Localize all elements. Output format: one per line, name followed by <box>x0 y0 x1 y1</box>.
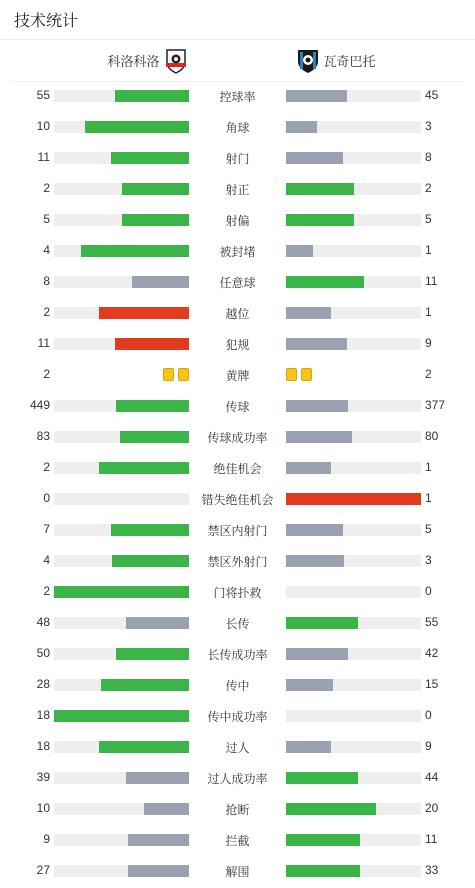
away-bar-track <box>286 276 421 288</box>
away-bar-fill <box>286 183 354 195</box>
home-value: 4 <box>43 243 50 257</box>
stat-label: 射正 <box>225 183 250 197</box>
away-bar-fill <box>286 431 352 443</box>
home-bar-track <box>54 307 189 319</box>
stat-row <box>0 266 475 297</box>
away-bar-track <box>286 338 421 350</box>
stats-list <box>0 80 475 886</box>
home-bar-fill <box>116 648 189 660</box>
stat-label: 拦截 <box>225 834 250 848</box>
home-bar-track <box>54 462 189 474</box>
home-bar-track <box>54 834 189 846</box>
away-value: 33 <box>425 863 439 877</box>
stat-row <box>0 793 475 824</box>
home-bar-track <box>54 152 189 164</box>
home-bar-track <box>54 214 189 226</box>
away-bar-fill <box>286 679 333 691</box>
home-bar-fill <box>132 276 189 288</box>
away-bar-track <box>286 586 421 598</box>
home-bar-fill <box>144 803 189 815</box>
away-bar-track <box>286 90 421 102</box>
away-bar-fill <box>286 493 421 505</box>
home-bar-fill <box>122 214 190 226</box>
away-bar-fill <box>286 865 360 877</box>
stat-row <box>0 545 475 576</box>
away-value: 0 <box>425 584 432 598</box>
home-bar-track <box>54 648 189 660</box>
yellow-card-icon <box>301 368 312 381</box>
away-value: 5 <box>425 522 432 536</box>
home-team-name: 科洛科洛 <box>107 54 160 69</box>
away-bar-fill <box>286 834 360 846</box>
home-value: 55 <box>36 88 50 102</box>
away-value: 55 <box>425 615 439 629</box>
away-bar-fill <box>286 121 317 133</box>
stat-label: 传中 <box>225 679 250 693</box>
stat-label: 绝佳机会 <box>213 462 262 476</box>
home-value: 28 <box>36 677 50 691</box>
stat-label: 任意球 <box>219 276 256 290</box>
away-value: 45 <box>425 88 439 102</box>
away-bar-track <box>286 462 421 474</box>
stat-label: 黄牌 <box>225 369 250 383</box>
home-value: 11 <box>37 336 50 350</box>
stat-row <box>0 111 475 142</box>
home-bar-track <box>54 524 189 536</box>
away-value: 0 <box>425 708 432 722</box>
away-bar-track <box>286 245 421 257</box>
away-value: 11 <box>425 274 438 288</box>
home-team[interactable] <box>10 48 238 74</box>
stat-row <box>0 452 475 483</box>
stat-label: 角球 <box>225 121 250 135</box>
home-bar-fill <box>54 710 189 722</box>
away-bar-fill <box>286 276 364 288</box>
stat-label: 越位 <box>225 307 250 321</box>
home-bar-track <box>54 183 189 195</box>
away-bar-track <box>286 214 421 226</box>
home-value: 2 <box>43 584 50 598</box>
home-bar-track <box>54 90 189 102</box>
home-bar-fill <box>81 245 189 257</box>
teams-header <box>10 40 465 82</box>
stat-row <box>0 80 475 111</box>
home-value: 8 <box>43 274 50 288</box>
stat-label: 被封堵 <box>219 245 256 259</box>
away-value: 3 <box>425 553 432 567</box>
home-value: 4 <box>43 553 50 567</box>
home-bar-track <box>54 338 189 350</box>
away-value: 2 <box>425 367 432 381</box>
home-value: 2 <box>43 305 50 319</box>
away-value: 377 <box>425 398 446 412</box>
away-bar-fill <box>286 152 343 164</box>
away-bar-fill <box>286 338 347 350</box>
stat-row <box>0 762 475 793</box>
home-bar-track <box>54 679 189 691</box>
home-bar-track <box>54 493 189 505</box>
home-bar-fill <box>101 679 189 691</box>
stat-label: 禁区内射门 <box>207 524 268 538</box>
away-bar-track <box>286 772 421 784</box>
home-value: 2 <box>43 460 50 474</box>
away-value: 15 <box>425 677 439 691</box>
home-bar-fill <box>120 431 189 443</box>
home-bar-fill <box>126 617 189 629</box>
home-bar-track <box>54 803 189 815</box>
away-bar-track <box>286 834 421 846</box>
away-bar-track <box>286 183 421 195</box>
home-bar-fill <box>128 865 189 877</box>
away-team-name: 瓦奇巴托 <box>323 54 376 69</box>
home-bar-fill <box>116 400 189 412</box>
stat-row <box>0 328 475 359</box>
away-value: 20 <box>425 801 439 815</box>
away-bar-fill <box>286 803 376 815</box>
away-bar-track <box>286 555 421 567</box>
stat-row <box>0 297 475 328</box>
away-bar-track <box>286 617 421 629</box>
stat-label: 控球率 <box>219 90 256 104</box>
away-value: 8 <box>425 150 432 164</box>
stat-row <box>0 235 475 266</box>
home-bar-fill <box>112 555 189 567</box>
home-yellow-cards <box>163 368 189 381</box>
stat-row <box>0 173 475 204</box>
home-bar-track <box>54 741 189 753</box>
home-value: 27 <box>36 863 50 877</box>
away-value: 1 <box>425 243 432 257</box>
away-value: 2 <box>425 181 432 195</box>
stat-row <box>0 359 475 390</box>
stat-label: 门将扑救 <box>213 586 262 600</box>
away-team-crest-icon <box>296 48 320 74</box>
stat-row <box>0 483 475 514</box>
away-bar-fill <box>286 462 331 474</box>
stat-label: 射偏 <box>225 214 250 228</box>
away-bar-track <box>286 679 421 691</box>
stat-row <box>0 731 475 762</box>
home-bar-track <box>54 865 189 877</box>
away-bar-fill <box>286 617 358 629</box>
home-value: 18 <box>36 708 50 722</box>
home-value: 9 <box>43 832 50 846</box>
home-bar-fill <box>122 183 190 195</box>
home-team-crest-icon <box>164 48 188 74</box>
away-bar-track <box>286 803 421 815</box>
away-value: 9 <box>425 739 432 753</box>
away-bar-fill <box>286 214 354 226</box>
home-value: 10 <box>36 801 50 815</box>
home-bar-track <box>54 431 189 443</box>
home-bar-track <box>54 121 189 133</box>
home-bar-fill <box>128 834 189 846</box>
stat-label: 错失绝佳机会 <box>201 493 274 507</box>
away-bar-track <box>286 524 421 536</box>
stat-label: 传球成功率 <box>207 431 268 445</box>
away-value: 9 <box>425 336 432 350</box>
away-value: 3 <box>425 119 432 133</box>
stat-label: 过人成功率 <box>207 772 268 786</box>
away-bar-fill <box>286 90 347 102</box>
home-bar-track <box>54 400 189 412</box>
away-bar-fill <box>286 307 331 319</box>
stat-label: 禁区外射门 <box>207 555 268 569</box>
away-bar-track <box>286 307 421 319</box>
home-value: 2 <box>43 181 50 195</box>
home-bar-track <box>54 276 189 288</box>
home-bar-fill <box>85 121 189 133</box>
stat-row <box>0 390 475 421</box>
home-bar-track <box>54 586 189 598</box>
stat-label: 射门 <box>225 152 250 166</box>
away-bar-track <box>286 121 421 133</box>
stat-label: 长传 <box>225 617 250 631</box>
stat-label: 传中成功率 <box>207 710 268 724</box>
stat-row <box>0 421 475 452</box>
away-value: 5 <box>425 212 432 226</box>
stat-label: 犯规 <box>225 338 250 352</box>
away-bar-track <box>286 152 421 164</box>
stat-label: 抢断 <box>225 803 250 817</box>
home-bar-fill <box>111 524 189 536</box>
home-bar-fill <box>99 462 189 474</box>
away-bar-track <box>286 865 421 877</box>
away-bar-track <box>286 400 421 412</box>
home-value: 83 <box>36 429 50 443</box>
away-team[interactable] <box>238 48 466 74</box>
away-bar-fill <box>286 648 348 660</box>
away-yellow-cards <box>286 368 312 381</box>
away-value: 1 <box>425 491 432 505</box>
home-bar-track <box>54 772 189 784</box>
home-value: 10 <box>36 119 50 133</box>
away-bar-track <box>286 493 421 505</box>
stat-row <box>0 638 475 669</box>
home-value: 18 <box>36 739 50 753</box>
page-header <box>0 0 475 40</box>
away-value: 42 <box>425 646 439 660</box>
home-value: 11 <box>37 150 50 164</box>
away-bar-fill <box>286 555 344 567</box>
home-value: 7 <box>43 522 50 536</box>
stat-row <box>0 204 475 235</box>
page-title: 技术统计 <box>14 13 79 30</box>
stat-row <box>0 142 475 173</box>
away-bar-track <box>286 741 421 753</box>
home-bar-track <box>54 555 189 567</box>
stat-row <box>0 855 475 886</box>
home-bar-fill <box>111 152 189 164</box>
yellow-card-icon <box>163 368 174 381</box>
away-bar-fill <box>286 245 313 257</box>
away-bar-track <box>286 710 421 722</box>
yellow-card-icon <box>286 368 297 381</box>
yellow-card-icon <box>178 368 189 381</box>
stat-row <box>0 607 475 638</box>
away-bar-fill <box>286 772 358 784</box>
home-bar-fill <box>115 338 189 350</box>
home-bar-fill <box>126 772 189 784</box>
away-value: 1 <box>425 460 432 474</box>
stat-row <box>0 514 475 545</box>
home-bar-fill <box>115 90 189 102</box>
home-value: 48 <box>36 615 50 629</box>
away-bar-track <box>286 648 421 660</box>
away-bar-fill <box>286 741 331 753</box>
home-bar-track <box>54 710 189 722</box>
home-value: 449 <box>29 398 50 412</box>
home-value: 5 <box>43 212 50 226</box>
away-value: 80 <box>425 429 439 443</box>
stat-label: 传球 <box>225 400 250 414</box>
stat-row <box>0 700 475 731</box>
home-bar-fill <box>54 586 189 598</box>
stat-row <box>0 669 475 700</box>
home-value: 39 <box>36 770 50 784</box>
home-value: 0 <box>43 491 50 505</box>
away-value: 1 <box>425 305 432 319</box>
away-value: 44 <box>425 770 439 784</box>
away-bar-track <box>286 431 421 443</box>
home-bar-fill <box>99 307 189 319</box>
stat-label: 长传成功率 <box>207 648 268 662</box>
home-value: 2 <box>43 367 50 381</box>
home-bar-track <box>54 617 189 629</box>
stat-row <box>0 576 475 607</box>
stat-row <box>0 824 475 855</box>
home-bar-track <box>54 245 189 257</box>
stat-label: 过人 <box>225 741 250 755</box>
away-bar-fill <box>286 524 343 536</box>
away-bar-fill <box>286 400 348 412</box>
home-value: 50 <box>36 646 50 660</box>
home-bar-fill <box>99 741 189 753</box>
away-value: 11 <box>425 832 438 846</box>
stat-label: 解围 <box>225 865 250 879</box>
